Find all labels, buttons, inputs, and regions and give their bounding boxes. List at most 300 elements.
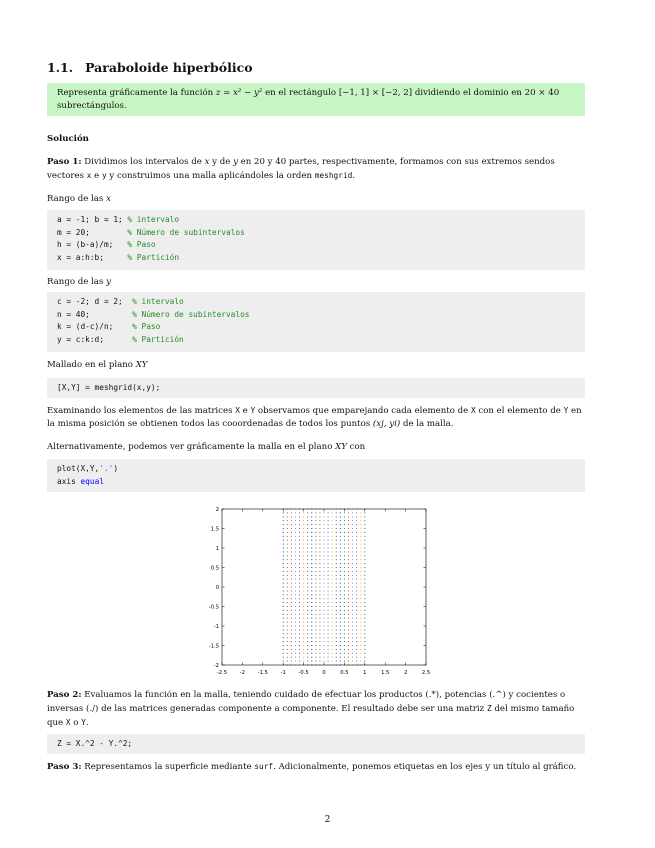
mesh-point <box>348 524 349 525</box>
mesh-point <box>287 637 288 638</box>
mesh-point <box>303 598 304 599</box>
mesh-point <box>328 548 329 549</box>
mesh-point <box>295 657 296 658</box>
mesh-point <box>283 645 284 646</box>
mesh-point <box>299 602 300 603</box>
mesh-point <box>295 606 296 607</box>
mesh-point <box>328 614 329 615</box>
mesh-point <box>340 540 341 541</box>
mesh-point <box>336 528 337 529</box>
mesh-point <box>311 579 312 580</box>
code-line: a = -1; b = 1; % intervalo <box>57 215 180 224</box>
x-tick-label: 0.5 <box>340 670 349 676</box>
code-line: plot(X,Y,'.') <box>57 464 119 473</box>
mesh-point <box>332 587 333 588</box>
mesh-point <box>324 622 325 623</box>
mesh-point <box>295 575 296 576</box>
mesh-point <box>332 579 333 580</box>
mesh-point <box>299 622 300 623</box>
mesh-point <box>307 633 308 634</box>
mesh-point <box>352 524 353 525</box>
page-number: 2 <box>324 815 331 825</box>
code-line: y = c:k:d; % Partición <box>57 335 184 345</box>
mesh-point <box>332 641 333 642</box>
mesh-point <box>328 610 329 611</box>
mesh-point <box>295 524 296 525</box>
mesh-point <box>340 512 341 513</box>
mesh-point <box>352 536 353 537</box>
mesh-point <box>311 583 312 584</box>
mesh-point <box>324 520 325 521</box>
mesh-point <box>299 641 300 642</box>
mesh-point <box>364 598 365 599</box>
mesh-point <box>336 575 337 576</box>
mesh-point <box>360 590 361 591</box>
mesh-point <box>311 661 312 662</box>
mesh-point <box>364 571 365 572</box>
mesh-point <box>352 594 353 595</box>
mesh-point <box>364 590 365 591</box>
mesh-point <box>352 528 353 529</box>
mesh-point <box>283 610 284 611</box>
mesh-point <box>352 602 353 603</box>
problem-statement: Representa gráficamente la función z = x² − y² en el rectángulo [−1, 1] × [−2, 2] dividiendo el dominio en 20 × 40 subrectángulos. <box>47 83 585 116</box>
mesh-point <box>315 637 316 638</box>
mesh-point <box>332 559 333 560</box>
mesh-point <box>303 602 304 603</box>
mesh-point <box>311 548 312 549</box>
mesh-point <box>283 622 284 623</box>
mesh-point <box>295 587 296 588</box>
mesh-point <box>319 649 320 650</box>
mesh-point <box>340 645 341 646</box>
mesh-point <box>319 540 320 541</box>
mesh-point <box>291 602 292 603</box>
mesh-column-series <box>307 509 308 666</box>
mesh-point <box>311 551 312 552</box>
mesh-point <box>328 618 329 619</box>
mesh-point <box>324 512 325 513</box>
mesh-point <box>324 657 325 658</box>
mesh-point <box>356 516 357 517</box>
mesh-point <box>336 524 337 525</box>
mesh-point <box>315 524 316 525</box>
mesh-point <box>319 544 320 545</box>
mesh-point <box>291 590 292 591</box>
mesh-point <box>283 551 284 552</box>
mesh-point <box>283 579 284 580</box>
mesh-point <box>336 653 337 654</box>
mesh-point <box>344 567 345 568</box>
mesh-point <box>336 555 337 556</box>
mesh-point <box>295 555 296 556</box>
mesh-point <box>307 555 308 556</box>
mesh-point <box>364 528 365 529</box>
mesh-point <box>319 645 320 646</box>
mesh-point <box>328 559 329 560</box>
mesh-point <box>328 512 329 513</box>
mesh-point <box>360 516 361 517</box>
mesh-point <box>295 571 296 572</box>
mesh-point <box>336 606 337 607</box>
mesh-point <box>356 583 357 584</box>
mesh-point <box>291 559 292 560</box>
mesh-point <box>291 583 292 584</box>
mesh-point <box>336 618 337 619</box>
mesh-column-series <box>324 509 325 666</box>
mesh-point <box>319 516 320 517</box>
mesh-point <box>336 641 337 642</box>
mesh-point <box>364 532 365 533</box>
mesh-point <box>303 653 304 654</box>
mesh-point <box>283 571 284 572</box>
x-tick-label: 1.5 <box>381 670 390 676</box>
mesh-point <box>295 610 296 611</box>
mesh-point <box>340 637 341 638</box>
mesh-point <box>356 587 357 588</box>
mesh-point <box>319 657 320 658</box>
mesh-point <box>319 629 320 630</box>
mesh-point <box>315 598 316 599</box>
mesh-point <box>344 645 345 646</box>
mesh-point <box>344 563 345 564</box>
mesh-point <box>332 622 333 623</box>
mesh-point <box>307 641 308 642</box>
mesh-point <box>356 598 357 599</box>
mesh-point <box>332 661 333 662</box>
mesh-point <box>352 587 353 588</box>
mesh-point <box>356 563 357 564</box>
mesh-point <box>360 587 361 588</box>
mesh-point <box>283 637 284 638</box>
mesh-point <box>336 559 337 560</box>
mesh-point <box>356 579 357 580</box>
mesh-point <box>311 637 312 638</box>
mesh-point <box>348 536 349 537</box>
mesh-point <box>336 520 337 521</box>
mesh-point <box>324 579 325 580</box>
mesh-point <box>303 594 304 595</box>
mesh-point <box>348 645 349 646</box>
mesh-point <box>315 559 316 560</box>
mesh-point <box>287 606 288 607</box>
mesh-point <box>340 649 341 650</box>
mesh-point <box>311 528 312 529</box>
mesh-point <box>344 657 345 658</box>
mesh-point <box>311 645 312 646</box>
mesh-point <box>307 516 308 517</box>
mallado-label: Mallado en el plano XY <box>47 360 148 370</box>
mesh-point <box>328 622 329 623</box>
mesh-point <box>328 626 329 627</box>
mesh-point <box>307 590 308 591</box>
mesh-point <box>348 540 349 541</box>
mesh-point <box>299 618 300 619</box>
mesh-point <box>324 536 325 537</box>
code-block-mesh <box>47 378 585 398</box>
mesh-point <box>344 575 345 576</box>
mesh-point <box>344 602 345 603</box>
mesh-point <box>324 629 325 630</box>
mesh-point <box>311 618 312 619</box>
mesh-point <box>303 559 304 560</box>
mesh-point <box>324 551 325 552</box>
mesh-point <box>352 661 353 662</box>
mesh-point <box>287 657 288 658</box>
mesh-point <box>295 629 296 630</box>
mesh-point <box>336 626 337 627</box>
mesh-point <box>287 524 288 525</box>
mesh-point <box>336 614 337 615</box>
mesh-point <box>319 563 320 564</box>
mesh-point <box>360 594 361 595</box>
mesh-point <box>340 544 341 545</box>
mesh-point <box>299 512 300 513</box>
mesh-point <box>352 583 353 584</box>
mesh-point <box>360 575 361 576</box>
mesh-point <box>348 661 349 662</box>
mesh-point <box>336 629 337 630</box>
mesh-point <box>319 579 320 580</box>
mesh-point <box>283 520 284 521</box>
mesh-point <box>348 614 349 615</box>
mesh-point <box>356 575 357 576</box>
mesh-point <box>328 544 329 545</box>
mesh-point <box>336 622 337 623</box>
mesh-column-series <box>332 509 333 666</box>
mesh-point <box>299 598 300 599</box>
code-block-plot <box>47 459 585 492</box>
mesh-point <box>307 622 308 623</box>
mesh-point <box>356 590 357 591</box>
mesh-point <box>303 633 304 634</box>
mesh-point <box>315 614 316 615</box>
mesh-point <box>315 563 316 564</box>
mesh-point <box>311 610 312 611</box>
mesh-point <box>291 563 292 564</box>
mesh-point <box>356 528 357 529</box>
mesh-point <box>303 544 304 545</box>
mesh-point <box>348 629 349 630</box>
mesh-point <box>295 653 296 654</box>
mesh-point <box>283 661 284 662</box>
mesh-point <box>311 571 312 572</box>
mesh-point <box>340 559 341 560</box>
mesh-point <box>319 626 320 627</box>
mesh-point <box>340 618 341 619</box>
mesh-point <box>336 567 337 568</box>
mesh-point <box>283 532 284 533</box>
mesh-point <box>344 516 345 517</box>
mesh-point <box>360 614 361 615</box>
mesh-point <box>291 516 292 517</box>
mesh-point <box>315 516 316 517</box>
mesh-point <box>283 618 284 619</box>
mesh-point <box>364 540 365 541</box>
mesh-point <box>299 528 300 529</box>
mesh-point <box>315 532 316 533</box>
mesh-point <box>364 622 365 623</box>
section-number: 1.1. <box>47 60 74 75</box>
mesh-point <box>307 567 308 568</box>
mesh-point <box>348 626 349 627</box>
mesh-point <box>283 563 284 564</box>
mesh-point <box>295 563 296 564</box>
mesh-point <box>291 622 292 623</box>
mesh-point <box>336 532 337 533</box>
mesh-point <box>336 637 337 638</box>
mesh-point <box>283 540 284 541</box>
mesh-point <box>303 571 304 572</box>
mesh-point <box>364 516 365 517</box>
mesh-point <box>315 587 316 588</box>
mesh-point <box>364 653 365 654</box>
mesh-point <box>348 551 349 552</box>
mesh-point <box>352 544 353 545</box>
mesh-point <box>352 555 353 556</box>
paso3-label: Paso 3: <box>47 762 82 772</box>
mesh-point <box>291 520 292 521</box>
mesh-point <box>295 649 296 650</box>
mesh-point <box>340 536 341 537</box>
mesh-point <box>336 598 337 599</box>
mesh-point <box>283 602 284 603</box>
mesh-point <box>364 602 365 603</box>
mesh-point <box>352 532 353 533</box>
mesh-point <box>328 602 329 603</box>
mesh-plot-chart <box>200 497 440 682</box>
mesh-point <box>356 532 357 533</box>
mesh-point <box>283 629 284 630</box>
mesh-point <box>340 587 341 588</box>
mesh-point <box>311 657 312 658</box>
mesh-point <box>356 571 357 572</box>
mesh-point <box>287 555 288 556</box>
mesh-point <box>344 626 345 627</box>
mesh-point <box>360 563 361 564</box>
mesh-point <box>352 579 353 580</box>
y-tick-label: -1.5 <box>208 643 219 650</box>
mesh-point <box>332 590 333 591</box>
mesh-point <box>364 524 365 525</box>
x-tick-label: -2 <box>239 670 245 676</box>
mesh-point <box>360 641 361 642</box>
mesh-point <box>315 626 316 627</box>
mesh-point <box>295 590 296 591</box>
mesh-point <box>303 583 304 584</box>
mesh-point <box>307 594 308 595</box>
mesh-point <box>295 594 296 595</box>
mesh-point <box>299 563 300 564</box>
mesh-point <box>287 583 288 584</box>
mesh-point <box>319 524 320 525</box>
mesh-point <box>303 606 304 607</box>
mesh-point <box>303 563 304 564</box>
mesh-point <box>311 524 312 525</box>
mesh-point <box>344 536 345 537</box>
mesh-point <box>287 649 288 650</box>
mesh-point <box>352 633 353 634</box>
mesh-point <box>328 555 329 556</box>
mesh-point <box>364 544 365 545</box>
mesh-point <box>324 555 325 556</box>
mesh-point <box>315 653 316 654</box>
mesh-point <box>319 532 320 533</box>
mesh-point <box>360 602 361 603</box>
mesh-point <box>356 594 357 595</box>
mesh-point <box>303 629 304 630</box>
mesh-point <box>352 645 353 646</box>
mesh-point <box>319 618 320 619</box>
mesh-point <box>303 548 304 549</box>
mesh-point <box>291 598 292 599</box>
mesh-point <box>328 649 329 650</box>
mesh-point <box>307 653 308 654</box>
code-block-y <box>47 292 585 352</box>
mesh-point <box>324 610 325 611</box>
x-tick-label: 2.5 <box>421 670 431 676</box>
mesh-point <box>340 629 341 630</box>
mesh-point <box>319 512 320 513</box>
code-block-x <box>47 210 585 270</box>
mesh-point <box>332 614 333 615</box>
mesh-point <box>287 575 288 576</box>
mesh-point <box>352 559 353 560</box>
mesh-point <box>324 649 325 650</box>
mesh-point <box>307 649 308 650</box>
mesh-point <box>303 661 304 662</box>
mesh-point <box>319 653 320 654</box>
mesh-point <box>283 575 284 576</box>
mesh-point <box>360 610 361 611</box>
mesh-point <box>311 544 312 545</box>
mesh-point <box>328 629 329 630</box>
mesh-point <box>340 641 341 642</box>
mesh-point <box>299 544 300 545</box>
domain-rect: [−1, 1] × [−2, 2] <box>338 88 413 98</box>
mesh-point <box>307 606 308 607</box>
mesh-point <box>324 626 325 627</box>
mesh-point <box>295 520 296 521</box>
mesh-point <box>287 661 288 662</box>
mesh-point <box>315 536 316 537</box>
mesh-point <box>311 602 312 603</box>
mesh-point <box>303 610 304 611</box>
mesh-column-series <box>360 509 361 666</box>
mesh-point <box>356 536 357 537</box>
mesh-point <box>311 540 312 541</box>
mesh-point <box>344 548 345 549</box>
mesh-point <box>344 606 345 607</box>
mesh-point <box>291 614 292 615</box>
mesh-point <box>299 583 300 584</box>
mesh-point <box>360 555 361 556</box>
mesh-point <box>360 618 361 619</box>
mesh-point <box>340 633 341 634</box>
mesh-point <box>319 587 320 588</box>
mesh-point <box>315 548 316 549</box>
mesh-point <box>352 610 353 611</box>
mesh-point <box>303 645 304 646</box>
mesh-point <box>344 637 345 638</box>
mesh-point <box>360 649 361 650</box>
mesh-point <box>352 548 353 549</box>
mesh-point <box>332 637 333 638</box>
mesh-point <box>328 661 329 662</box>
mesh-point <box>328 536 329 537</box>
mesh-point <box>283 649 284 650</box>
mesh-point <box>283 528 284 529</box>
